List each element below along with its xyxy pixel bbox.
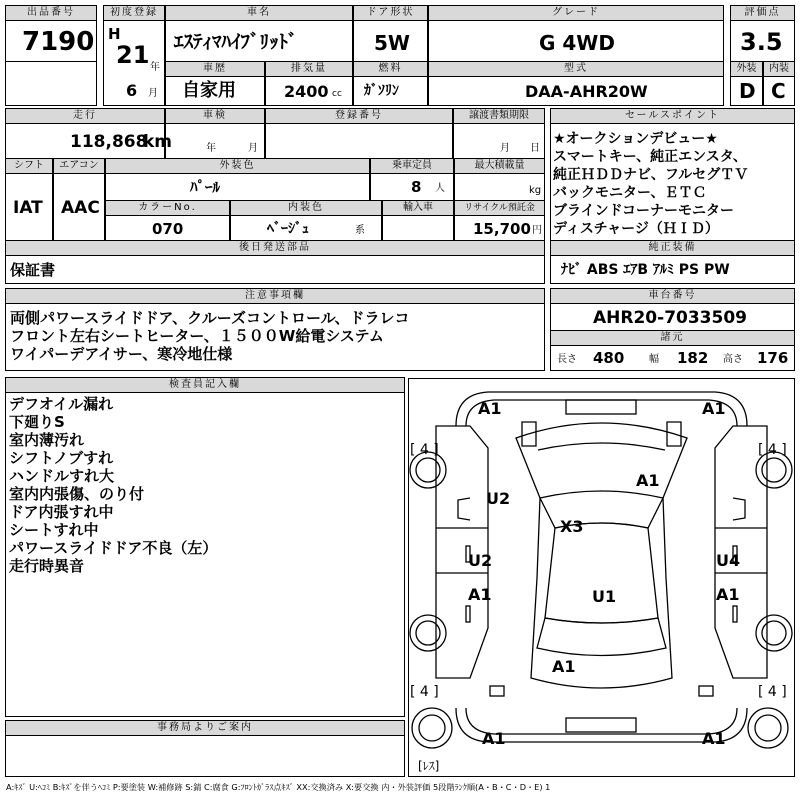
notes-cell (5, 303, 545, 371)
genuine-equip: ﾅﾋﾞ ABS ｴｱB ｱﾙﾐ PS PW (561, 262, 730, 278)
interior-header: 内装 (763, 61, 795, 77)
windshield-mark: X3 (560, 517, 584, 536)
color-no-cell (105, 215, 230, 241)
transfer-header: 譲渡書類期限 (453, 108, 545, 124)
spare-tire (412, 708, 452, 748)
office-cell (5, 735, 405, 777)
month-unit: 月 (148, 88, 158, 99)
cc-unit: cc (332, 89, 342, 99)
color-no-header: カラーNo. (105, 200, 230, 216)
history-cell (165, 76, 265, 106)
model-cell (428, 76, 724, 106)
interior-suffix: 系 (355, 225, 365, 236)
capacity-header: 乗車定員 (370, 158, 454, 174)
roof (545, 523, 658, 623)
displacement-cell (265, 76, 353, 106)
capacity-unit: 人 (435, 183, 445, 194)
transfer-cell (453, 123, 545, 159)
import-cell (382, 215, 454, 241)
history-header: 車歴 (165, 61, 265, 77)
aircon-header: エアコン (53, 158, 105, 174)
kg-unit: kg (529, 185, 542, 196)
inspector-cell (5, 392, 405, 717)
reg-year: 21 (116, 41, 150, 69)
capacity-cell (370, 173, 454, 201)
interior-color-header: 内装色 (230, 200, 382, 216)
lot-blank-cell (5, 61, 97, 106)
genuine-equip-header: 純正装備 (550, 240, 795, 256)
insp-month-unit: 月 (248, 143, 258, 154)
length-label: 長さ (557, 354, 577, 365)
score-header: 評価点 (730, 5, 795, 21)
km-unit: km (143, 132, 173, 152)
tire-rl-mark: [ 4 ] (410, 684, 439, 700)
history: 自家用 (182, 80, 236, 101)
grade: G 4WD (539, 31, 615, 55)
tire-rr-mark: [ 4 ] (758, 684, 787, 700)
color: ﾊﾟｰﾙ (190, 178, 221, 196)
interior-grade: C (771, 79, 786, 103)
inspection-header: 車検 (165, 108, 265, 124)
shift-cell (5, 173, 53, 241)
spare-mark: [ﾚｽ] (418, 759, 440, 773)
mileage: 118,868 (70, 132, 148, 152)
height-label: 高さ (723, 354, 743, 365)
color-no: 070 (152, 220, 184, 238)
lot-no-cell (5, 20, 97, 62)
front-door-l-mark: U2 (468, 551, 493, 570)
later-parts-header: 後日発送部品 (5, 240, 545, 256)
grade-cell (428, 20, 724, 62)
trans-day-unit: 日 (530, 143, 540, 154)
exterior-header: 外装 (730, 61, 763, 77)
inspector-header: 検査員記入欄 (5, 377, 405, 393)
rear-glass (537, 618, 666, 656)
door-cell (353, 20, 428, 62)
roof-mark: U1 (592, 587, 617, 606)
door-header: ドア形状 (353, 5, 428, 21)
rear-door-l-mark: A1 (468, 585, 492, 604)
score: 3.5 (740, 28, 783, 56)
max-load-header: 最大積載量 (454, 158, 545, 174)
rear-door-r-mark: A1 (716, 585, 740, 604)
first-reg-header: 初度登録 (103, 5, 165, 21)
notes-header: 注意事項欄 (5, 288, 545, 304)
front-bumper-r-mark: A1 (702, 399, 726, 418)
yen-unit: 円 (532, 225, 542, 236)
model-code: DAA-AHR20W (525, 82, 648, 101)
import-header: 輸入車 (382, 200, 454, 216)
front-door-r-mark: U4 (716, 551, 741, 570)
chassis-no: AHR20-7033509 (593, 308, 747, 328)
front-plate (566, 400, 636, 414)
year-unit: 年 (150, 62, 160, 73)
rear-plate (566, 718, 636, 732)
first-reg-cell (103, 20, 165, 106)
era: H (108, 25, 121, 43)
specs-cell (550, 345, 795, 371)
insp-year-unit: 年 (206, 143, 216, 154)
legend: A:ｷｽﾞ U:ﾍｺﾐ B:ｷｽﾞを伴うﾍｺﾐ P:要塗装 W:補修跡 S:錆 C:腐食 G:ﾌﾛﾝﾄｶﾞﾗｽ点ｷｽﾞ XX:交換済み X:要交換 内・外装評価 5段階ﾗﾝｸ順(A・B・C・D・E) 1 (6, 782, 551, 792)
color-header: 外装色 (105, 158, 370, 174)
genuine-equip-cell (550, 255, 795, 284)
aircon: AAC (61, 198, 100, 218)
reg-no-header: 登録番号 (265, 108, 453, 124)
score-cell (730, 20, 795, 62)
mileage-header: 走行 (5, 108, 165, 124)
car-name: ｴｽﾃｨﾏﾊｲﾌﾞﾘｯﾄﾞ (174, 31, 298, 53)
notes-text: 両側パワースライドドア、クルーズコントロール、ドラレコ フロント左右シートヒーター、１５００W給電システム ワイパーデアイサー、寒冷地仕様 (10, 309, 410, 363)
tire-fr-mark: [ 4 ] (758, 442, 787, 458)
car-name-cell (165, 20, 353, 62)
hood-mark: A1 (636, 471, 660, 490)
tire-fl-mark: [ 4 ] (410, 442, 439, 458)
max-load-cell (454, 173, 545, 201)
later-parts-cell (5, 255, 545, 284)
color-cell (105, 173, 370, 201)
hood-line (538, 443, 665, 450)
model-header: 型式 (428, 61, 724, 77)
specs-header: 諸元 (550, 330, 795, 346)
fuel: ｶﾞｿﾘﾝ (364, 83, 399, 99)
office-header: 事務局よりご案内 (5, 720, 405, 736)
displacement-header: 排気量 (265, 61, 353, 77)
lot-no-header: 出品番号 (5, 5, 97, 21)
recycle-cell (454, 215, 545, 241)
grade-header: グレード (428, 5, 724, 21)
door-type: 5W (374, 31, 410, 55)
trans-month-unit: 月 (500, 143, 510, 154)
front-bumper-l-mark: A1 (478, 399, 502, 418)
rear-bumper-l-mark: A1 (482, 729, 506, 748)
displacement: 2400 (284, 82, 329, 101)
sales-point-header: セールスポイント (550, 108, 795, 124)
exterior-grade: D (739, 79, 756, 103)
length: 480 (593, 349, 625, 367)
shift: IAT (13, 198, 43, 218)
fuel-cell (353, 76, 428, 106)
lot-no: 7190 (22, 27, 95, 57)
car-name-header: 車名 (165, 5, 353, 21)
sales-point-cell (550, 123, 795, 241)
fuel-header: 燃料 (353, 61, 428, 77)
rear-bumper-r-mark: A1 (702, 729, 726, 748)
exterior-cell (730, 76, 763, 106)
capacity: 8 (411, 178, 422, 196)
inspection-cell (165, 123, 265, 159)
interior-color-cell (230, 215, 382, 241)
interior-color: ﾍﾞｰｼﾞｭ (267, 221, 309, 237)
height: 176 (757, 349, 789, 367)
width: 182 (677, 349, 709, 367)
shift-header: シフト (5, 158, 53, 174)
top-body (516, 423, 687, 688)
recycle: 15,700 (473, 220, 531, 238)
inspector-notes: デフオイル漏れ 下廻りS 室内薄汚れ シフトノブすれ ハンドルすれ大 室内内張傷、のり付 ドア内張すれ中 シートすれ中 パワースライドドア不良（左） 走行時異音 (9, 395, 218, 575)
interior-cell (763, 76, 795, 106)
chassis-cell (550, 303, 795, 331)
reg-month: 6 (126, 81, 138, 100)
later-parts: 保証書 (10, 261, 56, 279)
front-fender-l-mark: U2 (486, 489, 511, 508)
recycle-header: リサイクル預託金 (454, 200, 545, 216)
rear-gate-mark: A1 (552, 657, 576, 676)
width-label: 幅 (649, 354, 659, 365)
mileage-cell (5, 123, 173, 159)
aircon-cell (53, 173, 105, 241)
chassis-header: 車台番号 (550, 288, 795, 304)
sales-points-text: ★オークションデビュー★ スマートキー、純正エンスタ、 純正ＨＤＤナビ、フルセグＴＶ バックモニター、ＥＴＣ ブラインドコーナーモニター ディスチャージ（ＨＩＤ） (553, 131, 749, 237)
car-damage-diagram (408, 378, 795, 777)
reg-no-cell (265, 123, 453, 159)
